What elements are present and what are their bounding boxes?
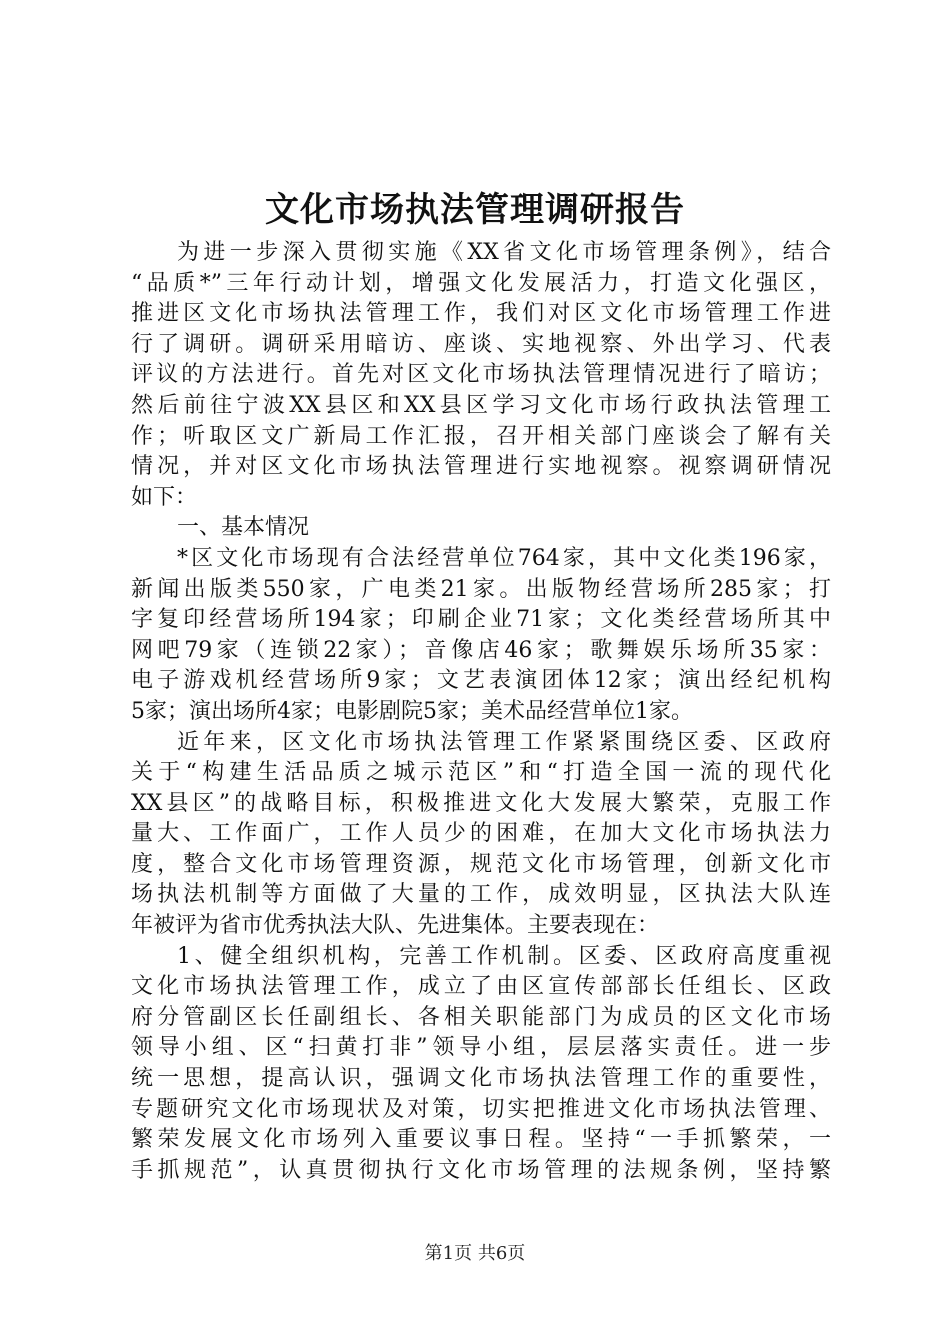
text-line: 度，整合文化市场管理资源，规范文化市场管理，创新文化市 — [131, 851, 831, 877]
text-line: 年被评为省市优秀执法大队、先进集体。主要表现在： — [131, 913, 660, 939]
text-line: “品质*”三年行动计划，增强文化发展活力，打造文化强区， — [131, 270, 831, 296]
text-line: 电子游戏机经营场所9家；文艺表演团体12家；演出经纪机构 — [131, 668, 831, 694]
page-footer: 第1页 共6页 — [424, 1243, 526, 1264]
text-line: 一、基本情况 — [177, 515, 310, 541]
text-line: 近年来，区文化市场执法管理工作紧紧围绕区委、区政府 — [177, 729, 831, 755]
text-line: 然后前往宁波XX县区和XX县区学习文化市场行政执法管理工 — [131, 392, 831, 418]
text-line: 统一思想，提高认识，强调文化市场执法管理工作的重要性， — [131, 1066, 831, 1092]
text-line: 作；听取区文广新局工作汇报，召开相关部门座谈会了解有关 — [131, 423, 831, 449]
text-line: 1、健全组织机构，完善工作机制。区委、区政府高度重视 — [177, 943, 831, 969]
text-line: 繁荣发展文化市场列入重要议事日程。坚持“一手抓繁荣，一 — [131, 1127, 831, 1153]
text-line: 网吧79家（连锁22家）；音像店46家；歌舞娱乐场所35家： — [131, 637, 831, 663]
text-line: 场执法机制等方面做了大量的工作，成效明显，区执法大队连 — [131, 882, 831, 908]
text-line: 推进区文化市场执法管理工作，我们对区文化市场管理工作进 — [131, 301, 831, 327]
text-line: XX县区”的战略目标，积极推进文化大发展大繁荣，克服工作 — [131, 790, 831, 816]
text-line: 手抓规范”，认真贯彻执行文化市场管理的法规条例，坚持繁 — [131, 1157, 831, 1183]
text-line: 关于“构建生活品质之城示范区”和“打造全国一流的现代化 — [131, 760, 831, 786]
text-line: 字复印经营场所194家；印刷企业71家；文化类经营场所其中 — [131, 607, 831, 633]
text-line: 专题研究文化市场现状及对策，切实把推进文化市场执法管理、 — [131, 1096, 831, 1122]
text-line: *区文化市场现有合法经营单位764家，其中文化类196家， — [177, 545, 831, 571]
text-line: 量大、工作面广，工作人员少的困难，在加大文化市场执法力 — [131, 821, 831, 847]
text-line: 新闻出版类550家，广电类21家。出版物经营场所285家；打 — [131, 576, 831, 602]
text-line: 为进一步深入贯彻实施《XX省文化市场管理条例》，结合 — [177, 240, 831, 265]
text-line: 情况，并对区文化市场执法管理进行实地视察。视察调研情况 — [131, 454, 831, 480]
text-line: 文化市场执法管理工作，成立了由区宣传部部长任组长、区政 — [131, 974, 831, 1000]
document-body — [131, 238, 831, 1186]
text-line: 如下： — [131, 484, 198, 510]
document-title: 文化市场执法管理调研报告 — [265, 190, 685, 230]
text-line: 5家；演出场所4家；电影剧院5家；美术品经营单位1家。 — [131, 698, 693, 724]
text-line: 领导小组、区“扫黄打非”领导小组，层层落实责任。进一步 — [131, 1035, 831, 1061]
text-line: 府分管副区长任副组长、各相关职能部门为成员的区文化市场 — [131, 1004, 831, 1030]
text-line: 评议的方法进行。首先对区文化市场执法管理情况进行了暗访； — [131, 362, 831, 388]
text-line: 行了调研。调研采用暗访、座谈、实地视察、外出学习、代表 — [131, 331, 831, 357]
